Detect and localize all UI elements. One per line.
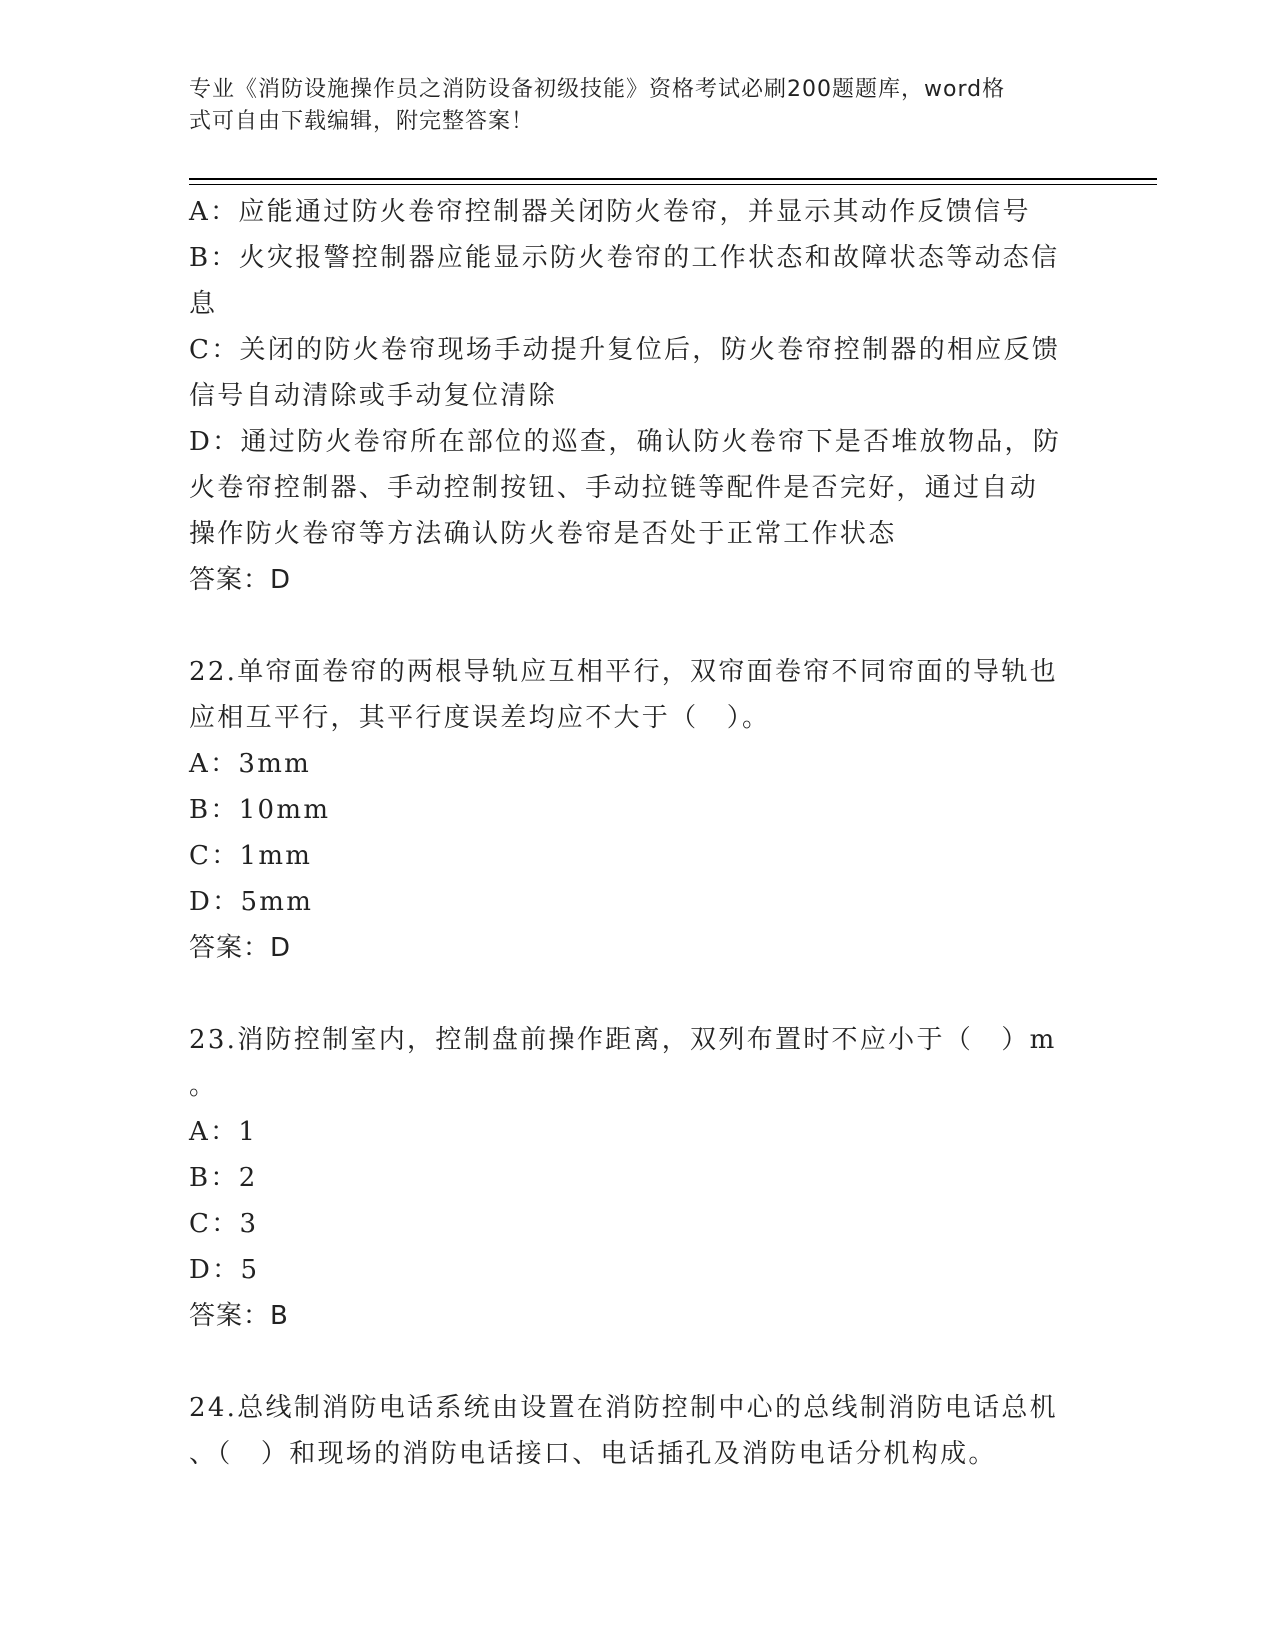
option-c-line-1: C：关闭的防火卷帘现场手动提升复位后，防火卷帘控制器的相应反馈 (189, 335, 1061, 365)
option-c-line-2: 信号自动清除或手动复位清除 (189, 381, 557, 411)
spacer (189, 1339, 1094, 1385)
question-23 (189, 1017, 1094, 1339)
header-line-2: 式可自由下载编辑，附完整答案！ (189, 109, 535, 134)
option-b-line-2: 息 (189, 289, 218, 319)
option-d-line-2: 火卷帘控制器、手动控制按钮、手动拉链等配件是否完好，通过自动 (189, 473, 1039, 503)
header-divider-thin (189, 184, 1157, 185)
option-b: B：2 (189, 1163, 258, 1193)
option-d-line-3: 操作防火卷帘等方法确认防火卷帘是否处于正常工作状态 (189, 519, 897, 549)
question-stem-line-2: 。 (189, 1071, 218, 1101)
document-body (189, 189, 1094, 1477)
option-c: C：3 (189, 1209, 259, 1239)
question-stem-line-1: 24.总线制消防电话系统由设置在消防控制中心的总线制消防电话总机 (189, 1393, 1058, 1423)
document-header (189, 74, 1089, 138)
header-line-1: 专业《消防设施操作员之消防设备初级技能》资格考试必刷200题题库，word格 (189, 77, 1006, 102)
question-24 (189, 1385, 1094, 1477)
question-stem-line-1: 22.单帘面卷帘的两根导轨应互相平行，双帘面卷帘不同帘面的导轨也 (189, 657, 1058, 687)
option-b-line-1: B：火灾报警控制器应能显示防火卷帘的工作状态和故障状态等动态信 (189, 243, 1060, 273)
option-d-line-1: D：通过防火卷帘所在部位的巡查，确认防火卷帘下是否堆放物品，防 (189, 427, 1062, 457)
option-b: B：10mm (189, 795, 331, 825)
question-stem-line-2: 、（ ）和现场的消防电话接口、电话插孔及消防电话分机构成。 (189, 1439, 997, 1469)
option-d: D：5 (189, 1255, 260, 1285)
option-a: A：1 (189, 1117, 258, 1147)
answer: 答案：D (189, 933, 292, 963)
question-stem-line-2: 应相互平行，其平行度误差均应不大于（ ）。 (189, 703, 771, 733)
question-21-continued (189, 189, 1094, 603)
option-a: A：应能通过防火卷帘控制器关闭防火卷帘，并显示其动作反馈信号 (189, 197, 1031, 227)
spacer (189, 971, 1094, 1017)
header-divider-thick (189, 178, 1157, 180)
answer: 答案：B (189, 1301, 289, 1331)
answer: 答案：D (189, 565, 292, 595)
spacer (189, 603, 1094, 649)
question-22 (189, 649, 1094, 971)
option-d: D：5mm (189, 887, 314, 917)
option-c: C：1mm (189, 841, 313, 871)
option-a: A：3mm (189, 749, 312, 779)
question-stem-line-1: 23.消防控制室内，控制盘前操作距离，双列布置时不应小于（ ）m (189, 1025, 1057, 1055)
